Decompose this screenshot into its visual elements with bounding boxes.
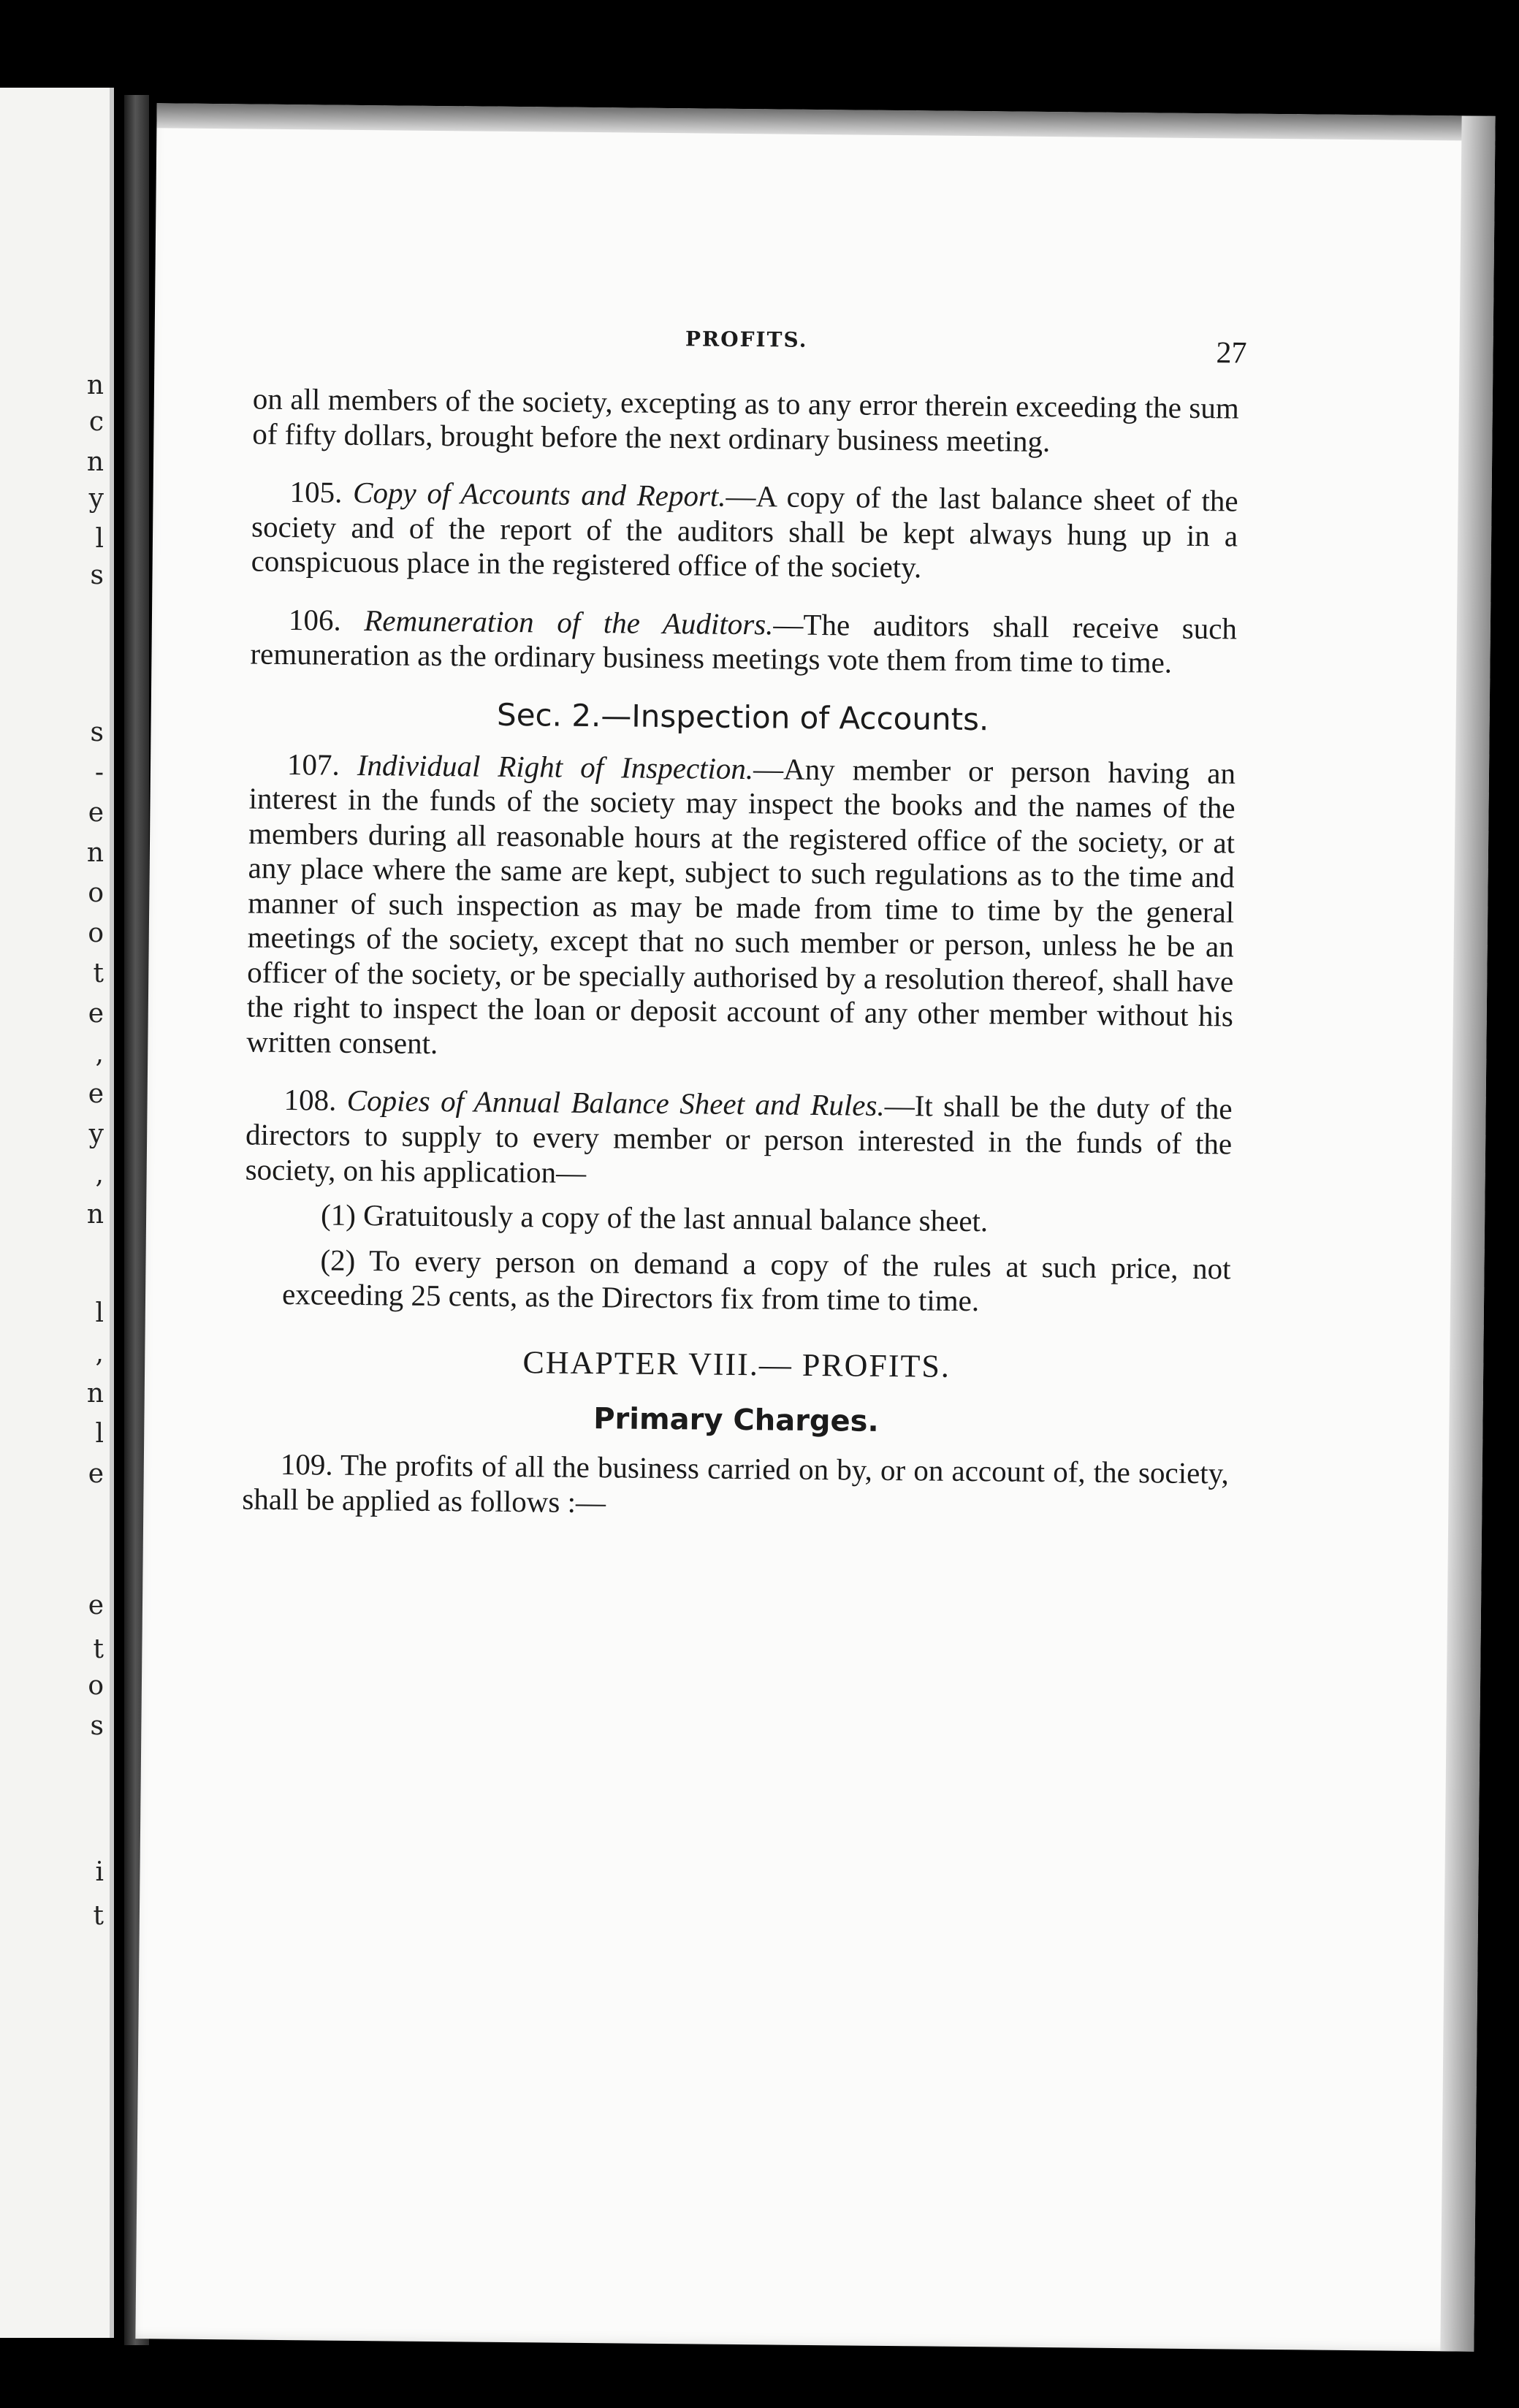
continued-paragraph: on all members of the society, excepting as to any error therein exceeding the sum of fifty dollars, brought before the next ordinary business meeting. (252, 381, 1240, 458)
facing-page-fragment: o (88, 1671, 104, 1701)
facing-page-fragment: n (86, 370, 104, 400)
section-108-number: 108. (283, 1083, 337, 1118)
section-105-number: 105. (289, 475, 343, 509)
page-right-shadow (1440, 115, 1495, 2351)
section-107-number: 107. (286, 747, 340, 782)
page-content (242, 324, 1247, 1550)
facing-page-fragment: e (88, 1459, 104, 1489)
facing-page-fragment: l (95, 524, 104, 554)
facing-page-fragment: e (88, 1079, 104, 1109)
page-top-shadow (156, 103, 1495, 141)
facing-page-fragment: n (86, 1379, 104, 1409)
section-2-heading: Sec. 2.—Inspection of Accounts. (496, 696, 989, 738)
running-head (253, 324, 1247, 392)
facing-page-fragment: c (88, 407, 104, 437)
section-108-item-2: (2) To every person on demand a copy of the rules at such price, not exceeding 25 cents, as the Directors fix from time to time. (281, 1243, 1231, 1318)
facing-page-fragment: e (88, 999, 104, 1029)
facing-page-fragment: , (95, 1039, 104, 1069)
facing-page-fragment: s (90, 717, 104, 747)
facing-page-fragment: n (86, 447, 104, 477)
facing-page-fragment: e (88, 798, 104, 828)
facing-page-fragment: y (88, 1119, 104, 1149)
chapter-heading: CHAPTER VIII.— PROFITS. (522, 1344, 951, 1384)
left-page-edge (0, 88, 114, 2338)
section-108 (245, 1083, 1232, 1197)
facing-page-fragment: - (94, 758, 104, 788)
section-105-title: Copy of Accounts and Report. (352, 475, 726, 513)
facing-page-fragment: e (88, 1590, 104, 1620)
section-109-text: The profits of all the business carried on by, or on account of, the society, shall be applied as follows :— (242, 1447, 1230, 1519)
section-106-title: Remuneration of the Auditors. (364, 603, 774, 641)
facing-page-fragment: l (95, 1419, 104, 1449)
running-head-title: PROFITS. (685, 327, 808, 352)
section-108-title: Copies of Annual Balance Sheet and Rules. (346, 1083, 885, 1123)
section-109 (242, 1447, 1229, 1526)
facing-page-fragment: n (86, 838, 104, 868)
primary-charges-heading: Primary Charges. (593, 1401, 879, 1439)
facing-page-fragment: s (90, 560, 104, 590)
right-page (135, 103, 1495, 2351)
facing-page-fragment: t (93, 1634, 104, 1664)
facing-page-fragment: n (86, 1200, 104, 1230)
page-number: 27 (1216, 336, 1247, 370)
facing-page-fragment: , (95, 1338, 104, 1368)
section-108-text: —It shall be the duty of the directors to supply to every member or person interested in the funds of the society, on his application— (245, 1089, 1233, 1189)
facing-page-fragment: s (90, 1711, 104, 1741)
section-106-text: —The auditors shall receive such remuneration as the ordinary business meetings vote them from time to time. (250, 607, 1238, 679)
section-105-text: —A copy of the last balance sheet of the society and of the report of the auditors shall be kept always hung up in a conspicuous place in the registered office of the society. (251, 479, 1238, 584)
section-109-number: 109. (280, 1447, 333, 1482)
section-108-item-1: (1) Gratuitously a copy of the last annual balance sheet. (320, 1197, 989, 1238)
facing-page-fragment: y (88, 484, 104, 514)
section-105 (251, 475, 1238, 589)
section-107-text: —Any member or person having an interest in the funds of the society may inspect the books and the names of the members during all reasonable hours at the registered office of the society, or at any place where the same are kept, subject to such regulations as to the time and manner of such inspection as may be made from time to time by the general meetings of the society, except that no such member or person, unless he be an officer of the society, or be specially authorised by a resolution thereof, shall have the right to inspect the loan or deposit account of any other member without his written consent. (246, 751, 1236, 1060)
facing-page-fragment: o (88, 878, 104, 908)
facing-page-fragment: t (93, 1901, 104, 1931)
section-106-number: 106. (288, 602, 341, 637)
section-107-title: Individual Right of Inspection. (357, 747, 754, 785)
section-106 (250, 602, 1237, 681)
facing-page-fragment: o (88, 918, 104, 948)
facing-page-fragment: i (95, 1857, 104, 1887)
facing-page-fragment: , (95, 1159, 104, 1189)
facing-page-fragment: t (93, 959, 104, 988)
section-107 (246, 747, 1236, 1069)
facing-page-fragment: l (95, 1298, 104, 1328)
